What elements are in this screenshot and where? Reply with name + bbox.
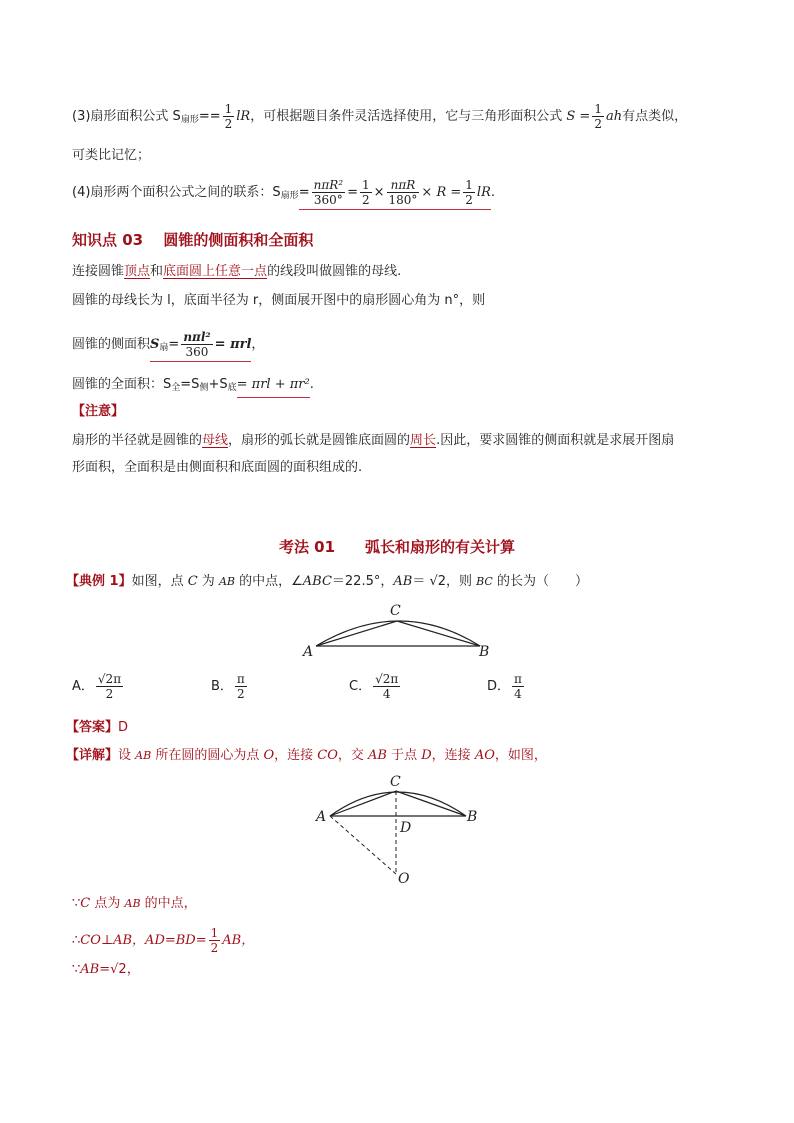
item3-line1: (3)扇形面积公式 $S_{扇形}==$ $\frac{1}{2}$ lR，可根据题目条件灵活选择使用，它与三角形面积公式 S = $\frac{1}{2}$ ah有点类似，	[72, 102, 688, 131]
label-d: D	[400, 820, 412, 836]
arc-ab: AB	[218, 575, 235, 588]
kp03-title: 知识点 03 圆锥的侧面积和全面积	[72, 231, 314, 249]
kp03-line1: 连接圆锥顶点和底面圆上任意一点的线段叫做圆锥的母线.	[72, 264, 402, 279]
label-o: O	[398, 871, 410, 887]
method01-title: 考法 01 弧长和扇形的有关计算	[278, 538, 516, 556]
figure-circle-center	[310, 770, 490, 888]
label-b: B	[479, 644, 490, 660]
label-b2: B	[467, 809, 478, 825]
step1: ∵C 点为 AB 的中点，	[72, 896, 197, 911]
detail-line: 【详解】设 AB 所在圆的圆心为点 O，连接 CO，交 AB 于点 D，连接 AO，如图，	[66, 748, 547, 763]
step2: ∴CO⊥AB，AD=BD= $\frac{1}{2}$ AB，	[72, 926, 255, 955]
label-a2: A	[316, 809, 327, 825]
answer-line: 【答案】D	[66, 720, 129, 735]
kp03-line2: 圆锥的母线长为 l，底面半径为 r，侧面展开图中的扇形圆心角为 n°，则	[72, 293, 486, 308]
kp03-line3: 圆锥的侧面积$S_扇=$ $\frac{\text{nπl²}}{360}$ = πrl，	[72, 330, 264, 362]
label-a: A	[303, 644, 314, 660]
option-d[interactable]: D． $\frac{\pi}{4}$	[487, 672, 522, 701]
note-title: 【注意】	[72, 404, 125, 419]
step3: ∵AB=√2，	[72, 962, 140, 977]
note-line1: 扇形的半径就是圆锥的母线，扇形的弧长就是圆锥底面圆的周长.因此，要求圆锥的侧面积就是求展开图扇	[72, 433, 675, 448]
note-line2: 形面积，全面积是由侧面积和底面圆的面积组成的.	[72, 460, 363, 475]
option-a[interactable]: A． $\frac{√2\pi}{2}$	[72, 672, 122, 701]
item3-line2: 可类比记忆；	[72, 148, 151, 163]
label-c2: C	[390, 774, 401, 790]
option-c[interactable]: C． $\frac{√2\pi}{4}$	[349, 672, 399, 701]
option-b[interactable]: B． $\frac{\pi}{2}$	[211, 672, 245, 701]
label-c: C	[390, 603, 401, 619]
item4-line: (4)扇形两个面积公式之间的联系：$S_{扇形}=$ $\frac{\text{nπR²}}{360^\circ}$ = $\frac{1}{2}$ × $\frac{\text{nπR}}{180^\circ}$ × R = $\frac{1}{2}$ lR.	[72, 178, 495, 210]
example1-question: 【典例 1】如图，点 C 为 AB 的中点，∠ABC＝22.5°，AB＝ √2，则 BC 的长为（ ）	[66, 574, 588, 589]
kp03-line4: 圆锥的全面积：$S_全=S_侧+S_底= \pi rl + \pi r^2$.	[72, 375, 314, 398]
figure-arc-abc	[300, 598, 500, 664]
